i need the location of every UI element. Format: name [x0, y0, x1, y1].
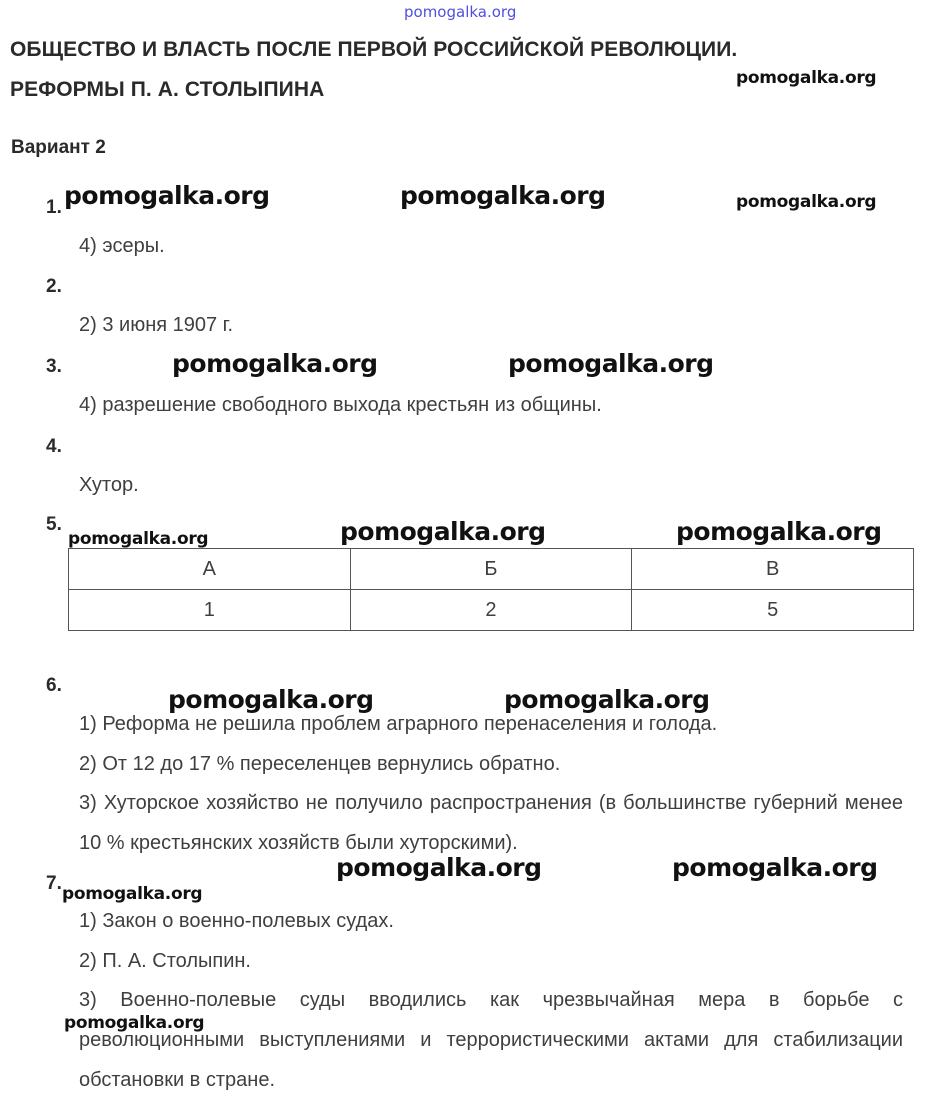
table-row [69, 590, 914, 631]
answer-text: 4) эсеры. [79, 235, 165, 257]
watermark: pomogalka.org [68, 529, 209, 549]
question-number: 4. [46, 436, 62, 457]
watermark: pomogalka.org [676, 517, 882, 546]
question-number: 5. [46, 514, 62, 535]
table-cell: 1 [69, 590, 351, 631]
answer-text: Хутор. [79, 474, 139, 496]
watermark: pomogalka.org [736, 192, 877, 212]
table-header-cell: А [69, 549, 351, 590]
watermark: pomogalka.org [672, 853, 878, 882]
watermark: pomogalka.org [64, 1013, 205, 1033]
watermark: pomogalka.org [64, 181, 270, 210]
answer-text: 2) П. А. Столыпин. [79, 950, 251, 972]
answer-text: 2) 3 июня 1907 г. [79, 314, 234, 336]
watermark: pomogalka.org [168, 685, 374, 714]
table-header-cell: Б [350, 549, 632, 590]
answer-text: 2) От 12 до 17 % переселенцев вернулись обратно. [79, 753, 561, 775]
variant-label: Вариант 2 [11, 137, 106, 158]
watermark: pomogalka.org [340, 517, 546, 546]
watermark: pomogalka.org [504, 685, 710, 714]
answer-text: 3) Военно-полевые суды вводились как чрезвычайная мера в борьбе с революционными выступлениями и террористическими актами для стабилизации обстановки в стране. [79, 989, 903, 1091]
question-number: 2. [46, 276, 62, 297]
table-cell: 2 [350, 590, 632, 631]
answer-table [68, 548, 914, 631]
question-number: 6. [46, 675, 62, 696]
answer-text: 4) разрешение свободного выхода крестьян из общины. [79, 394, 602, 416]
question-number: 7. [46, 873, 62, 894]
table-header-cell: В [632, 549, 914, 590]
answer-text: 1) Закон о военно-полевых судах. [79, 910, 394, 932]
question-number: 3. [46, 356, 62, 377]
page-title-line-2: РЕФОРМЫ П. А. СТОЛЫПИНА [10, 78, 325, 101]
watermark: pomogalka.org [400, 181, 606, 210]
watermark-top: pomogalka.org [404, 3, 517, 21]
table-header-row [69, 549, 914, 590]
watermark: pomogalka.org [172, 349, 378, 378]
watermark: pomogalka.org [62, 884, 203, 904]
watermark: pomogalka.org [336, 853, 542, 882]
answer-text: 3) Хуторское хозяйство не получило распространения (в большинстве губерний менее 10 % крестьянских хозяйств были хуторскими). [79, 792, 903, 854]
watermark: pomogalka.org [508, 349, 714, 378]
table-cell: 5 [632, 590, 914, 631]
page-title-line-1: ОБЩЕСТВО И ВЛАСТЬ ПОСЛЕ ПЕРВОЙ РОССИЙСКОЙ РЕВОЛЮЦИИ. [10, 38, 738, 61]
question-number: 1. [46, 197, 62, 218]
answer-text: 1) Реформа не решила проблем аграрного перенаселения и голода. [79, 713, 718, 735]
watermark: pomogalka.org [736, 68, 877, 88]
